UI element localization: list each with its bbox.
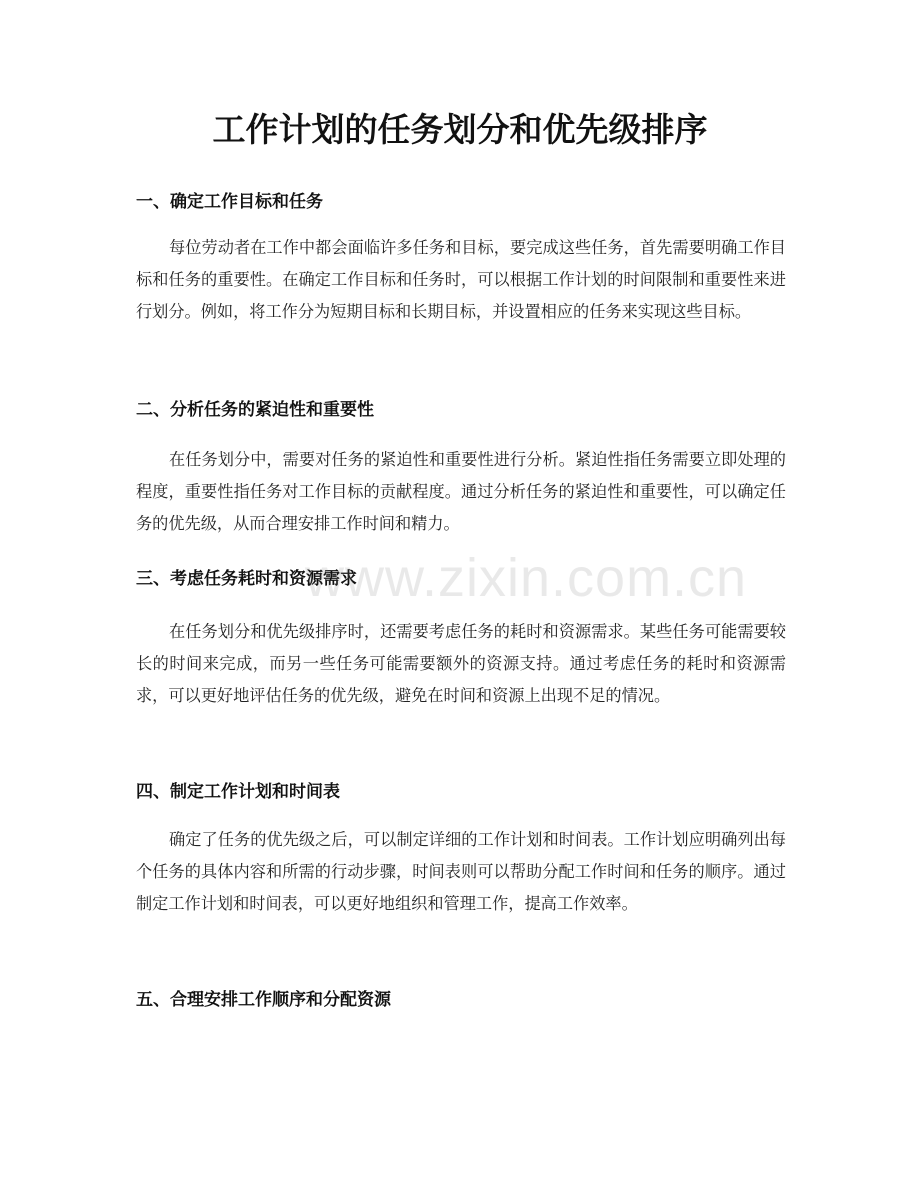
- section-paragraph-3: 在任务划分和优先级排序时，还需要考虑任务的耗时和资源需求。某些任务可能需要较长的时间来完成，而另一些任务可能需要额外的资源支持。通过考虑任务的耗时和资源需求，可以更好地评估任务的优先级，避免在时间和资源上出现不足的情况。: [136, 622, 786, 705]
- watermark: www.zixin.com.cn: [305, 548, 748, 608]
- section-paragraph-1: 每位劳动者在工作中都会面临许多任务和目标，要完成这些任务，首先需要明确工作目标和任务的重要性。在确定工作目标和任务时，可以根据工作计划的时间限制和重要性来进行划分。例如，将工作分为短期目标和长期目标，并设置相应的任务来实现这些目标。: [136, 238, 786, 321]
- document-title: 工作计划的任务划分和优先级排序: [212, 110, 708, 149]
- section-heading-4: 四、制定工作计划和时间表: [136, 782, 340, 802]
- section-heading-5: 五、合理安排工作顺序和分配资源: [136, 990, 391, 1010]
- section-heading-3: 三、考虑任务耗时和资源需求: [136, 569, 357, 589]
- section-paragraph-2: 在任务划分中，需要对任务的紧迫性和重要性进行分析。紧迫性指任务需要立即处理的程度，重要性指任务对工作目标的贡献程度。通过分析任务的紧迫性和重要性，可以确定任务的优先级，从而合理安排工作时间和精力。: [136, 450, 786, 533]
- section-heading-2: 二、分析任务的紧迫性和重要性: [136, 400, 374, 420]
- section-paragraph-4: 确定了任务的优先级之后，可以制定详细的工作计划和时间表。工作计划应明确列出每个任务的具体内容和所需的行动步骤，时间表则可以帮助分配工作时间和任务的顺序。通过制定工作计划和时间表，可以更好地组织和管理工作，提高工作效率。: [136, 830, 786, 913]
- section-heading-1: 一、确定工作目标和任务: [136, 192, 323, 212]
